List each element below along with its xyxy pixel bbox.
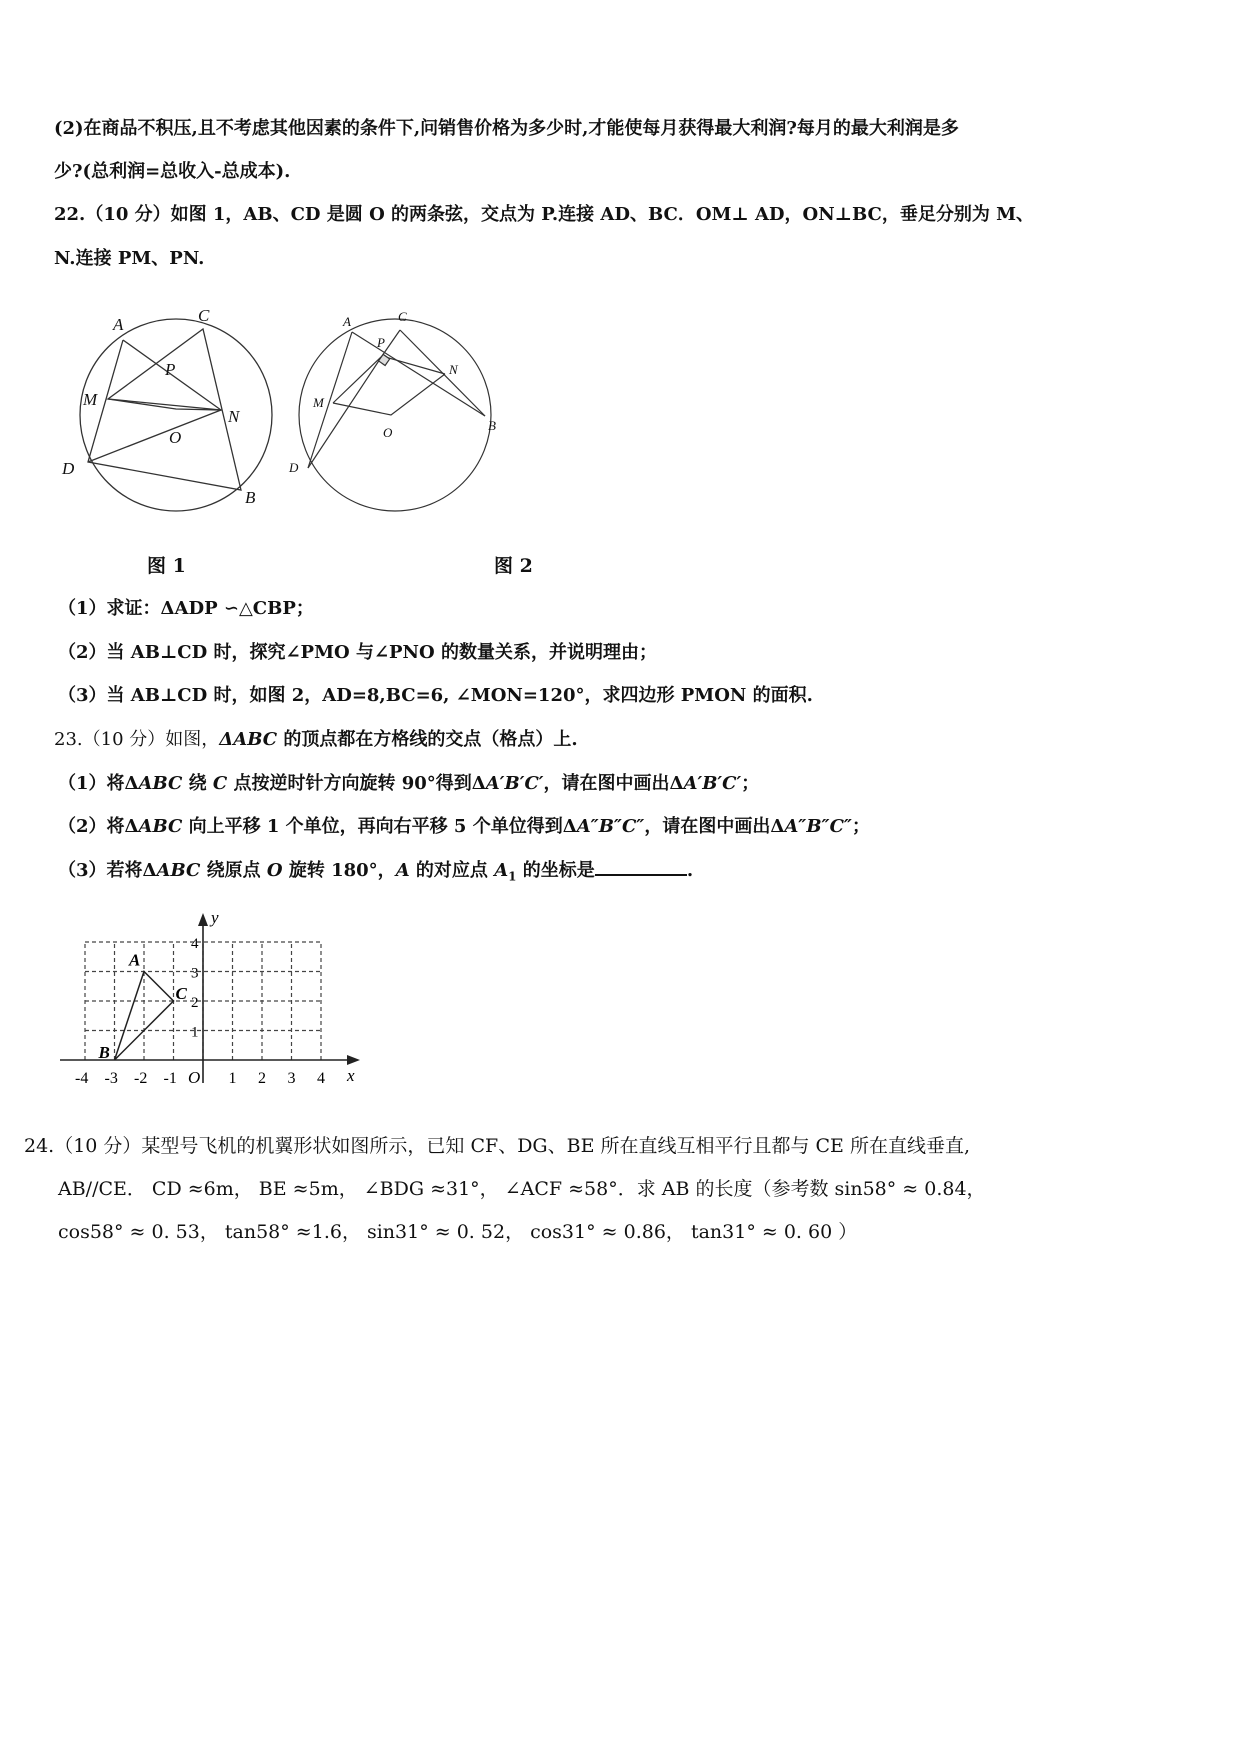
q22-figure-1 — [55, 300, 295, 525]
fig1-label-a: A — [113, 315, 124, 334]
x-tick-label: 1 — [228, 1070, 237, 1087]
q21-part2-line2: 少?(总利润=总收入-总成本). — [54, 161, 291, 182]
y-tick-label: 3 — [191, 965, 199, 982]
y-tick-label: 1 — [191, 1024, 199, 1041]
point-b-label: B — [98, 1043, 110, 1062]
fig1-label-o: O — [169, 428, 182, 447]
x-tick-label: 3 — [287, 1070, 296, 1087]
fig1-label-d: D — [62, 459, 75, 478]
fig1-chord-cd — [88, 410, 221, 462]
point-a-label: A — [129, 950, 141, 970]
fig1-circle — [80, 319, 272, 511]
fig2-label-n: N — [449, 362, 458, 377]
q23-answer-blank[interactable] — [595, 874, 687, 876]
x-tick-label: -4 — [75, 1070, 89, 1087]
q22-stem-line1: 22.（10 分）如图 1，AB、CD 是圆 O 的两条弦，交点为 P.连接 AD、BC．OM⊥ AD，ON⊥BC，垂足分别为 M、 — [54, 204, 1035, 225]
fig2-label-p: P — [377, 335, 385, 350]
x-tick-label: 4 — [317, 1070, 325, 1087]
fig2-label-d: D — [289, 460, 299, 475]
point-c-label: C — [175, 984, 187, 1003]
y-tick-label: 4 — [191, 936, 199, 952]
q23-part3: （3）若将ΔABC 绕原点 O 旋转 180°，A 的对应点 $A_1$ 的坐标是 . — [58, 860, 694, 884]
fig2-label-b: B — [488, 418, 496, 433]
q23-part1: （1）将ΔABC 绕 C 点按逆时针方向旋转 90°得到ΔA′B′C′，请在图中画出ΔA′B′C′； — [58, 773, 760, 794]
x-axis-label: x — [347, 1066, 355, 1085]
q22-part1: （1）求证：ΔADP ∽△CBP； — [58, 598, 314, 619]
fig1-label-m: M — [83, 390, 98, 409]
fig2-right-angle — [379, 354, 390, 365]
fig1-label-b: B — [245, 488, 256, 507]
fig2-circle — [299, 319, 491, 511]
fig2-label-a: A — [343, 314, 351, 329]
fig1-label-p: P — [165, 360, 176, 379]
q22-part2: （2）当 AB⊥CD 时，探究∠PMO 与∠PNO 的数量关系，并说明理由； — [58, 642, 657, 663]
q24-line2: AB//CE． CD ≈6m， BE ≈5m， ∠BDG ≈31°， ∠ACF ≈58°．求 AB 的长度（参考数 sin58° ≈ 0.84， — [58, 1178, 986, 1200]
y-tick-label: 2 — [191, 995, 199, 1011]
q23-stem: 23.（10 分）如图，ΔABC 的顶点都在方格线的交点（格点）上. — [54, 729, 578, 750]
y-axis-label: y — [211, 908, 219, 927]
q24-line1: 24.（10 分）某型号飞机的机翼形状如图所示，已知 CF、DG、BE 所在直线互相平行且都与 CE 所在直线垂直, — [24, 1135, 971, 1157]
fig2-chord-cd — [308, 356, 382, 468]
fig1-label-n: N — [228, 407, 240, 426]
x-tick-label: -2 — [134, 1070, 148, 1087]
q24-line3: cos58° ≈ 0. 53， tan58° ≈1.6， sin31° ≈ 0. 52， cos31° ≈ 0.86， tan31° ≈ 0. 60 ） — [58, 1221, 858, 1243]
fig1-caption: 图 1 — [147, 555, 186, 577]
q21-part2-line1: (2)在商品不积压,且不考虑其他因素的条件下,问销售价格为多少时,才能使每月获得最大利润?每月的最大利润是多 — [54, 118, 959, 139]
q22-part3: （3）当 AB⊥CD 时，如图 2，AD=8,BC=6, ∠MON=120°，求四边形 PMON 的面积. — [58, 685, 813, 706]
origin-label: O — [188, 1068, 201, 1087]
fig2-label-c: C — [398, 309, 407, 324]
x-tick-label: -1 — [163, 1070, 177, 1087]
y-axis-arrow — [198, 913, 208, 926]
fig2-label-o: O — [383, 425, 393, 440]
q22-figure-2 — [285, 305, 515, 525]
q22-stem-line2: N.连接 PM、PN. — [54, 248, 205, 269]
fig2-label-m: M — [313, 395, 324, 410]
fig2-chord-ab — [352, 332, 485, 416]
fig1-label-c: C — [198, 306, 210, 325]
fig2-caption: 图 2 — [494, 555, 533, 577]
q23-grid-figure — [55, 905, 375, 1090]
x-tick-label: -3 — [104, 1070, 118, 1087]
x-tick-label: 2 — [258, 1070, 266, 1087]
x-axis-arrow — [347, 1055, 360, 1065]
q23-part2: （2）将ΔABC 向上平移 1 个单位，再向右平移 5 个单位得到ΔA″B″C″，请在图中画出ΔA″B″C″； — [58, 816, 870, 837]
